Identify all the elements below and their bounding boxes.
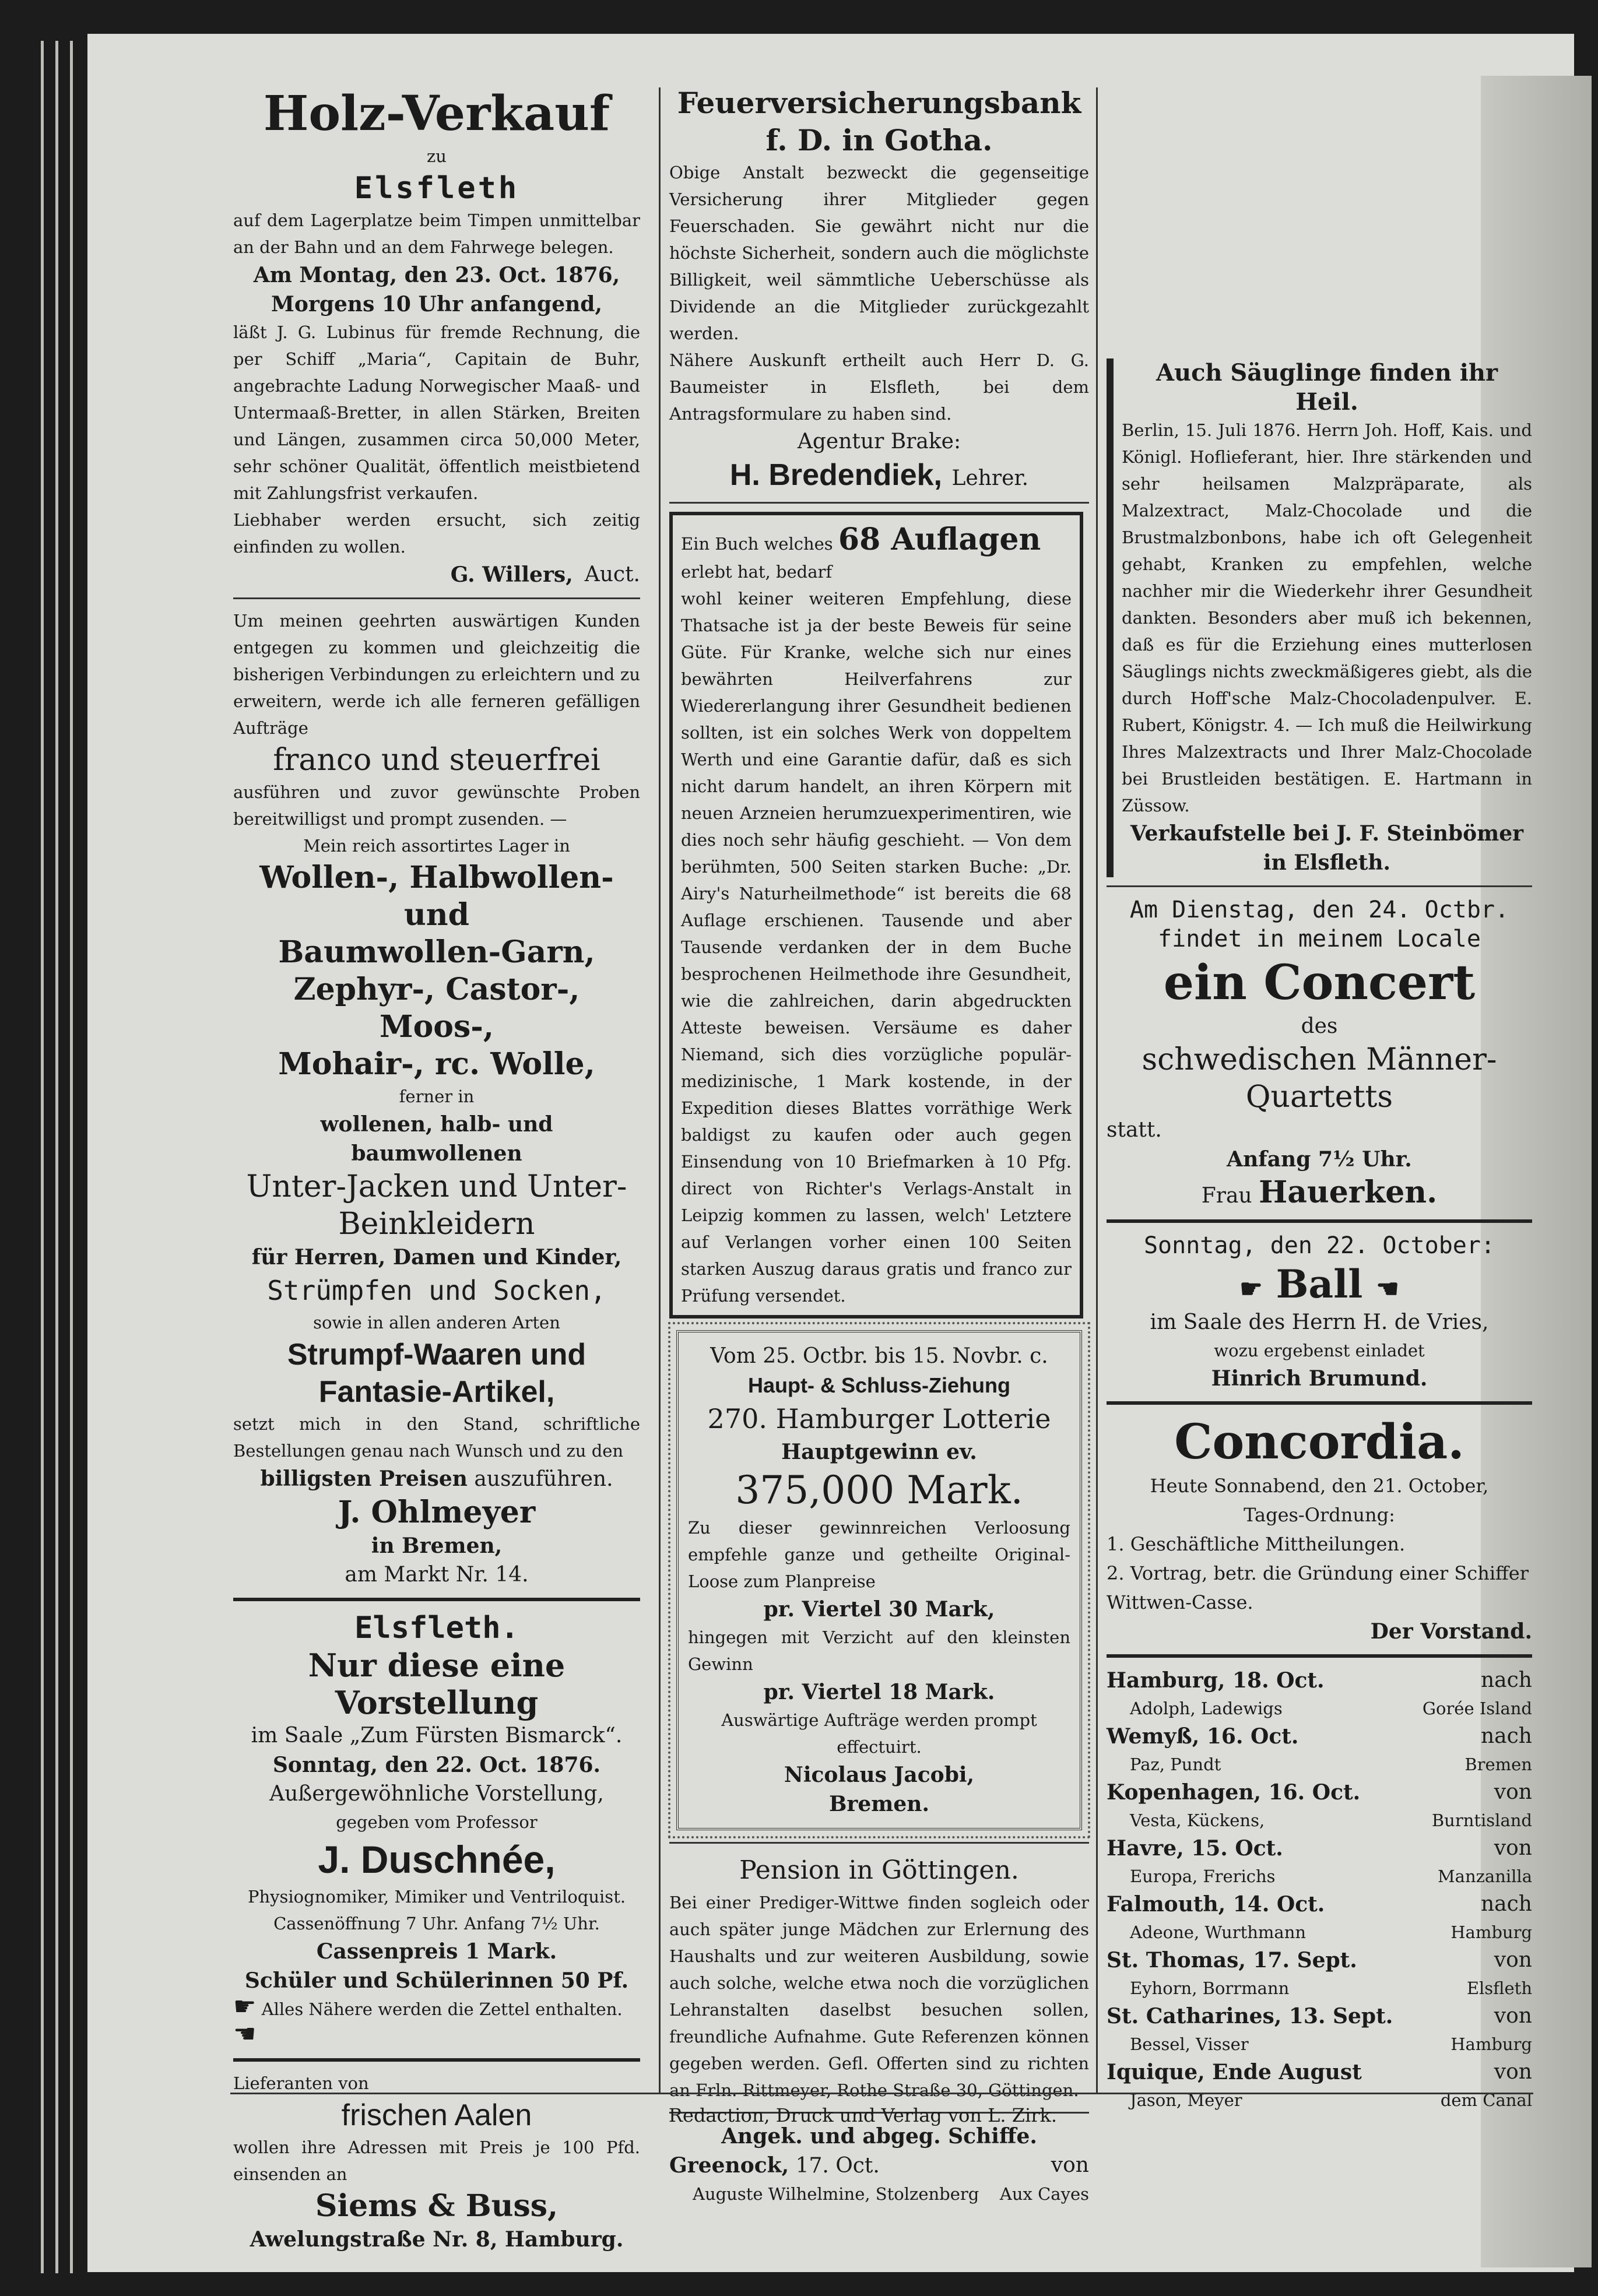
ad-text: Berlin, 15. Juli 1876. Herrn Joh. Hoff, Kais. und Königl. Hoflieferant, hier. Ihre stärkenden und sehr heilsamen Malzpräparate, als Malzextract, Malz-Chocolade und die Brustmalzbonbons, habe ich oft Gelegenheit gehabt, Kranken zu empfehlen, welche nachher mir die Wiederkehr ihrer Gesundheit dankten. Besonders aber muß ich bekennen, daß es für die Erziehung eines mutterlosen Säuglings nichts zweckmäßigeres giebt, als die durch Hoff'sche Malz-Chocoladenpulver. E. Rubert, Königstr. 4. — Ich muß die Heilwirkung Ihres Malzextracts und Ihrer Malz-Chocolade bei Brustleiden bestätigen. E. Hartmann in Züssow. [1122,420,1532,815]
ship-direction: nach [1481,1668,1532,1692]
ad-headline: Fantasie-Artikel, [318,1375,555,1409]
ship-row [1107,2002,1532,2031]
ad-text: läßt J. G. Lubinus für fremde Rechnung, die per Schiff „Maria“, Capitain de Buhr, angebrachte Ladung Norwegischer Maaß- und Untermaaß-Bretter, in allen Stärken, Breiten und Längen, zusammen circa 50,000 Meter, sehr schöner Qualität, öffentlich meistbietend mit Zahlungsfrist verkaufen. [233,322,640,503]
ship-row [669,2151,1089,2181]
ad-text: Bei einer Prediger-Wittwe finden sogleich oder auch später junge Mädchen zur Erlernung des Haushalts und zur weiteren Ausbildung, sowie auch solche, welche etwa noch die vorzüglichen Lehranstalten daselbst besuchen sollen, freundliche Aufnahme. Gute Referenzen können gegeben werden. Gefl. Offerten sind zu richten an Frln. Rittmeyer, Rothe Straße 30, Göttingen. [669,1893,1089,2100]
ad-headline: Quartetts [1245,1080,1393,1114]
pointing-hand-icon: ☚ [233,2019,257,2049]
ad-airy-naturheilmethode [669,512,1083,1318]
ship-row [1107,1807,1532,1834]
ad-text: auszuführen. [474,1467,613,1491]
ad-body [1122,358,1532,877]
ship-name: Europa, Frerichs [1130,1866,1276,1886]
ship-row [1107,1919,1532,1946]
agent-line [669,456,1089,494]
ship-destination: Burntisland [1431,1810,1532,1830]
ad-text: Mein reich assortirtes Lager in [303,836,570,856]
ship-name: Adeone, Wurthmann [1130,1922,1307,1942]
page-footer: Redaction, Druck und Verlag von L. Zirk. [668,2104,1058,2126]
ad-price: Schüler und Schülerinnen 50 Pf. [244,1968,629,1993]
ad-pension [669,1852,1089,2104]
ad-date: Am Dienstag, den 24. Octbr. [1129,896,1509,923]
ad-text: Ein Buch welches [681,534,833,554]
divider [233,1598,640,1601]
page-edge [55,41,58,2273]
ad-text: setzt mich in den Stand, schriftliche Bestellungen genau nach Wunsch und zu den [233,1414,640,1461]
ad-text: Alles Nähere werden die Zettel enthalten. [261,1999,623,2019]
signature-name: Hauerken. [1259,1175,1438,1210]
column-rule [659,87,661,2093]
ad-headline: 270. Hamburger Lotterie [707,1403,1051,1434]
ad-text: auf dem Lagerplatze beim Timpen unmittelbar an der Bahn und an dem Fahrwege belegen. [233,210,640,257]
ad-text: für Herren, Damen und Kinder, [251,1245,622,1270]
ad-date: Sonntag, den 22. Oct. 1876. [272,1753,601,1777]
ad-text: sowie in allen anderen Arten [313,1313,560,1332]
ad-headline: frischen Aalen [341,2098,532,2132]
signature [233,560,640,589]
ship-row [1107,2087,1532,2114]
ship-destination: Elsfleth [1466,1978,1532,1998]
ad-headline: Wollen-, Halbwollen- und [259,860,614,933]
ad-title: Ball [1276,1261,1363,1307]
ad-headline: Unter-Jacken und Unter-Beinkleidern [246,1169,627,1242]
signature-role: Auct. [584,562,640,586]
ad-text: erlebt hat, bedarf [681,562,833,582]
ship-row [1107,1778,1532,1807]
advertiser-address: am Markt Nr. 14. [345,1563,529,1587]
ad-text: Physiognomiker, Mimiker und Ventriloquist. [247,1887,626,1907]
ad-text: Zu dieser gewinnreichen Verloosung empfehle ganze und getheilte Original-Loose zum Planpreise [688,1518,1070,1591]
ad-headline: schwedischen Männer- [1142,1042,1497,1077]
column-rule [1096,87,1098,2093]
ad-time: Anfang 7½ Uhr. [1227,1147,1412,1172]
ad-concordia [1107,1413,1532,1646]
ship-name: Paz, Pundt [1130,1754,1221,1774]
port-name: Hamburg, 18. Oct. [1107,1668,1325,1693]
agenda-item: 2. Vortrag, betr. die Gründung einer Schiffer Wittwen-Casse. [1107,1562,1529,1613]
ad-date: Vom 25. Octbr. bis 15. Novbr. c. [710,1344,1048,1368]
ad-emphasis: billigsten Preisen [260,1467,468,1491]
port-name: Wemyß, 16. Oct. [1107,1724,1299,1749]
ad-headline: Mohair-, rc. Wolle, [278,1046,595,1082]
port-name: Greenock, [669,2153,789,2178]
ad-headline: Baumwollen-Garn, [278,934,595,970]
divider [669,502,1089,504]
ad-title: Feuerversicherungsbank f. D. in Gotha. [677,86,1081,157]
pointing-hand-icon: ☚ [1376,1274,1399,1304]
port-name: St. Catharines, 13. Sept. [1107,2004,1393,2028]
ship-destination: Gorée Island [1422,1699,1532,1718]
ad-text: Außergewöhnliche Vorstellung, [269,1782,604,1806]
signature-prefix: Frau [1201,1184,1252,1208]
agent-name: H. Bredendiek, [729,458,942,492]
ad-text: hingegen mit Verzicht auf den kleinsten Gewinn [688,1627,1070,1674]
ad-title-row [1107,1260,1532,1308]
ad-text: statt. [1107,1118,1162,1142]
ship-name: Auguste Wilhelmine, Stolzenberg [693,2184,979,2204]
ship-direction: von [1494,1780,1532,1804]
agenda-item: 1. Geschäftliche Mittheilungen. [1107,1533,1406,1555]
ad-ball [1107,1231,1532,1393]
ad-text: ausführen und zuvor gewünschte Proben bereitwilligst und prompt zusenden. — [233,782,640,829]
ship-destination: Manzanilla [1437,1866,1532,1886]
ad-text: Verkaufstelle bei J. F. Steinbömer in Elsfleth. [1130,821,1524,875]
ad-headline [681,521,1072,585]
ad-text: gegeben vom Professor [336,1812,538,1832]
ad-text [233,1464,640,1494]
ad-text [233,1992,640,2050]
column-right [1107,85,1532,2110]
ad-text: Obige Anstalt bezweckt die gegenseitige Versicherung ihrer Mitglieder gegen Feuerschaden. Sie gewährt nicht nur die höchste Sicherheit, sondern auch die möglichste Billigkeit, weil sämmtliche Ueberschüsse als Dividende an die Mitglieder zurückgezahlt werden. [669,163,1089,343]
ship-destination: dem Canal [1440,2090,1532,2110]
ship-row [1107,1751,1532,1778]
ad-headline: Strümpfen und Socken, [267,1275,606,1306]
port-name: Havre, 15. Oct. [1107,1836,1283,1861]
ad-price: pr. Viertel 30 Mark, [763,1597,995,1622]
ad-date: Am Montag, den 23. Oct. 1876, [253,263,620,287]
advertiser-city: Bremen. [828,1792,929,1816]
ship-row [1107,1863,1532,1890]
ship-name: Bessel, Visser [1130,2034,1249,2054]
divider [230,2093,1533,2094]
divider [1107,1401,1532,1405]
ad-text: des [1301,1014,1338,1038]
signature-name: Hinrich Brumund. [1211,1366,1428,1391]
ship-port [669,2151,880,2181]
ad-text: im Saale des Herrn H. de Vries, [1150,1310,1489,1334]
ad-ohlmeyer [233,607,640,1590]
ad-price: pr. Viertel 18 Mark. [763,1680,995,1704]
ad-price: Cassenpreis 1 Mark. [316,1939,557,1964]
ad-duschnee [233,1609,640,2050]
ad-text: Lieferanten von [233,2073,369,2093]
section-title: Angek. und abgeg. Schiffe. [721,2124,1037,2149]
ship-direction: nach [1481,1892,1532,1916]
ship-row [1107,1890,1532,1919]
ad-headline: franco und steuerfrei [273,743,600,778]
ship-row [1107,1946,1532,1975]
ad-text: im Saale „Zum Fürsten Bismarck“. [251,1724,623,1748]
pointing-hand-icon: ☛ [233,1992,257,2021]
ad-aale [233,2070,640,2254]
ship-movements [669,2122,1089,2207]
page-edge [41,41,44,2273]
pointing-hand-icon: ☛ [1239,1274,1263,1304]
advertiser-name: Siems & Buss, [315,2188,559,2224]
divider [1107,885,1532,887]
port-name: St. Thomas, 17. Sept. [1107,1948,1357,1972]
ad-title: Pension in Göttingen. [739,1855,1019,1885]
ad-time: Morgens 10 Uhr anfangend, [271,292,603,317]
ad-title: Auch Säuglinge finden ihr Heil. [1156,359,1498,416]
ad-text: wollenen, halb- und baumwollenen [320,1112,553,1166]
ship-destination: Hamburg [1451,2034,1532,2054]
ad-headline: Strumpf-Waaren und [287,1338,586,1372]
ad-text: wohl keiner weiteren Empfehlung, diese Thatsache ist ja der beste Beweis für seine Güte. Für Kranke, welche sich nur eines bewährten Heilverfahrens zur Wiedererlangung ihrer Gesundheit bedienen sollten, ist ein solches Werk von doppeltem Werth und eine Garantie dafür, daß es sich nicht darum handelt, an ihren Körpern mit neuen Arzneien herumzuexperimentiren, wie dies noch sehr häufig geschieht. — Von dem berühmten, 500 Seiten starken Buche: „Dr. Airy's Naturheilmethode“ ist bereits die 68 Auflage erschienen. Tausende und aber Tausende verdanken der in dem Buche besprochenen Heilmethode ihre Gesundheit, wie die zahlreichen, darin abgedruckten Atteste beweisen. Versäume es daher Niemand, sich dies vorzügliche populär-medizinische, 1 Mark kostende, in der Expedition dieses Blattes vorräthige Werk baldigst zu kaufen oder auch gegen Einsendung von 10 Briefmarken à 10 Pfg. direct von Richter's Verlags-Anstalt in Leipzig kommen zu lassen, welch' Letztere auf Verlangen vorher einen 100 Seiten starken Auszug daraus gratis und franco zur Prüfung versendet. [681,589,1072,1306]
ship-direction: von [1494,2004,1532,2028]
ad-text: Cassenöffnung 7 Uhr. Anfang 7½ Uhr. [273,1914,600,1933]
ship-name: Eyhorn, Borrmann [1130,1978,1290,1998]
ship-destination: Aux Cayes [999,2184,1089,2204]
port-name: Iquique, Ende August [1107,2060,1362,2084]
ship-name: Vesta, Kückens, [1130,1810,1265,1830]
ad-text: Haupt- & Schluss-Ziehung [748,1373,1010,1397]
advertiser-city: in Bremen, [371,1534,503,1558]
ad-text: findet in meinem Locale [1158,926,1481,952]
ad-text: zu [427,146,447,166]
ad-title: Nur diese eine Vorstellung [308,1647,566,1721]
ship-direction: von [1494,2060,1532,2084]
ad-text: wozu ergebenst einladet [1214,1341,1425,1360]
divider [233,597,640,599]
ad-title: Concordia. [1174,1414,1464,1470]
ad-holz-verkauf [233,85,640,589]
agent-role: Lehrer. [951,466,1029,490]
ship-row [1107,1666,1532,1695]
ship-row [1107,2058,1532,2087]
ship-movements [1107,1666,1532,2114]
ad-malzextract [1107,358,1532,877]
ad-text: Um meinen geehrten auswärtigen Kunden entgegen zu kommen und gleichzeitig die bisherigen Verbindungen zu erleichtern und zu erweitern, werde ich alle ferneren gefälligen Aufträge [233,611,640,738]
ad-hamburger-lotterie [676,1330,1082,1830]
ad-feuerversicherung [669,85,1089,494]
ad-headline: Zephyr-, Castor-, Moos-, [293,972,580,1045]
ship-destination: Hamburg [1451,1922,1532,1942]
ad-emphasis: 68 Auflagen [838,522,1041,557]
place-name: Elsfleth [354,171,519,206]
ad-concert [1107,895,1532,1211]
page-edge [70,41,73,2273]
column-left [233,85,640,2252]
ad-title: ein Concert [1163,955,1476,1011]
performer-name: J. Duschnée, [318,1838,556,1881]
ship-row [1107,1834,1532,1863]
ship-date: 17. Oct. [795,2154,880,2178]
ad-date: Sonntag, den 22. October: [1143,1232,1495,1259]
ship-direction: von [1494,1836,1532,1860]
ad-text: Hauptgewinn ev. [781,1440,977,1464]
divider [1107,1219,1532,1223]
ad-text: Auswärtige Aufträge werden prompt effectuirt. [721,1710,1037,1757]
port-name: Kopenhagen, 16. Oct. [1107,1780,1361,1805]
ad-text: wollen ihre Adressen mit Preis je 100 Pfd. einsenden an [233,2137,640,2184]
ship-name: Adolph, Ladewigs [1130,1699,1283,1718]
ad-title: Holz-Verkauf [263,86,610,142]
ad-text: Tages-Ordnung: [1244,1504,1395,1526]
advertiser-name: Nicolaus Jacobi, [784,1763,975,1787]
ship-direction: nach [1481,1724,1532,1748]
ship-direction: von [1051,2153,1089,2177]
ship-row [669,2181,1089,2207]
advertiser-address: Awelungstraße Nr. 8, Hamburg. [250,2227,624,2252]
ship-row [1107,2031,1532,2058]
divider [1107,1654,1532,1658]
ship-name: Jason, Meyer [1130,2090,1242,2110]
ship-row [1107,1722,1532,1751]
divider [669,1842,1089,1844]
ship-direction: von [1494,1948,1532,1972]
port-name: Falmouth, 14. Oct. [1107,1892,1325,1917]
ship-row [1107,1975,1532,2002]
ad-text: ferner in [399,1087,475,1106]
divider [233,2058,640,2062]
signature-name: G. Willers, [450,562,573,587]
ship-row [1107,1695,1532,1722]
ad-text: Nähere Auskunft ertheilt auch Herr D. G. Baumeister in Elsfleth, bei dem Antragsformulare zu haben sind. [669,350,1089,424]
vertical-bar [1107,358,1114,877]
ad-amount: 375,000 Mark. [735,1468,1023,1513]
signature [1107,1174,1532,1211]
ad-date: Heute Sonnabend, den 21. October, [1150,1475,1489,1497]
ship-destination: Bremen [1464,1754,1532,1774]
signature-name: Der Vorstand. [1370,1619,1532,1644]
place-name: Elsfleth. [354,1611,519,1645]
ad-text: Agentur Brake: [797,430,961,453]
ad-text: Liebhaber werden ersucht, sich zeitig einfinden zu wollen. [233,510,640,557]
advertiser-name: J. Ohlmeyer [338,1495,536,1530]
